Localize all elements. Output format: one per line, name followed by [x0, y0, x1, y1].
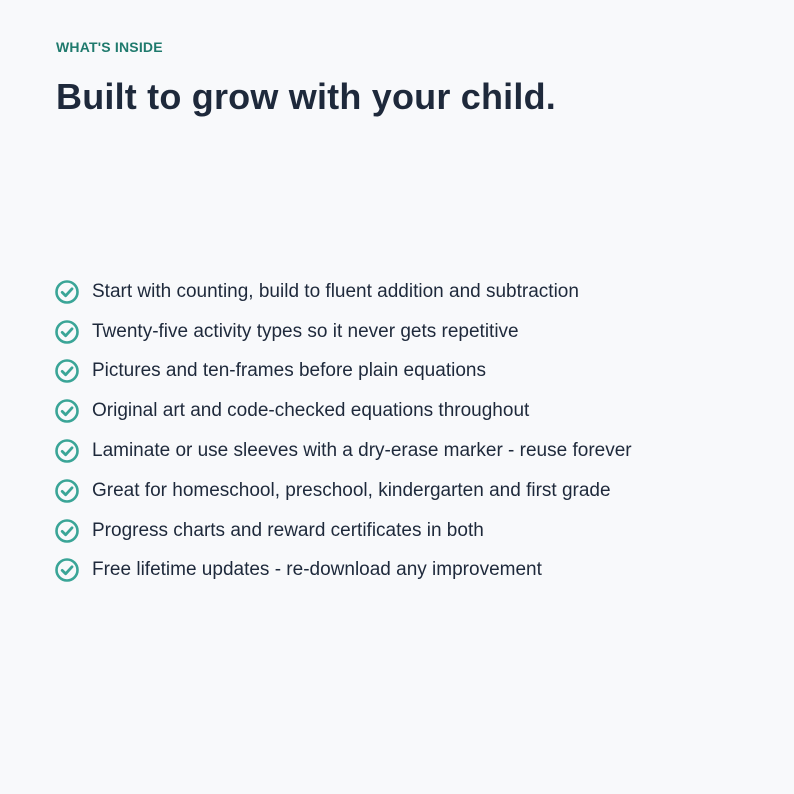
check-circle-icon	[54, 319, 80, 345]
feature-item	[54, 551, 632, 591]
feature-text: Start with counting, build to fluent addition and subtraction	[92, 280, 579, 302]
check-circle-icon	[54, 279, 80, 305]
feature-list	[54, 272, 632, 590]
section-eyebrow: WHAT'S INSIDE	[56, 39, 163, 55]
check-circle-icon	[54, 398, 80, 424]
feature-item	[54, 352, 632, 392]
feature-text: Great for homeschool, preschool, kindergarten and first grade	[92, 479, 611, 501]
feature-item	[54, 471, 632, 511]
feature-item	[54, 391, 632, 431]
page-title: Built to grow with your child.	[56, 76, 556, 117]
feature-item	[54, 431, 632, 471]
feature-text: Pictures and ten-frames before plain equations	[92, 360, 486, 382]
check-circle-icon	[54, 358, 80, 384]
check-circle-icon	[54, 557, 80, 583]
feature-text: Original art and code-checked equations throughout	[92, 400, 530, 422]
feature-item	[54, 511, 632, 551]
feature-text: Progress charts and reward certificates in both	[92, 519, 484, 541]
check-circle-icon	[54, 478, 80, 504]
check-circle-icon	[54, 438, 80, 464]
feature-text: Twenty-five activity types so it never gets repetitive	[92, 320, 519, 342]
feature-text: Free lifetime updates - re-download any improvement	[92, 559, 542, 581]
feature-item	[54, 272, 632, 312]
feature-text: Laminate or use sleeves with a dry-erase marker - reuse forever	[92, 440, 632, 462]
feature-item	[54, 312, 632, 352]
check-circle-icon	[54, 518, 80, 544]
